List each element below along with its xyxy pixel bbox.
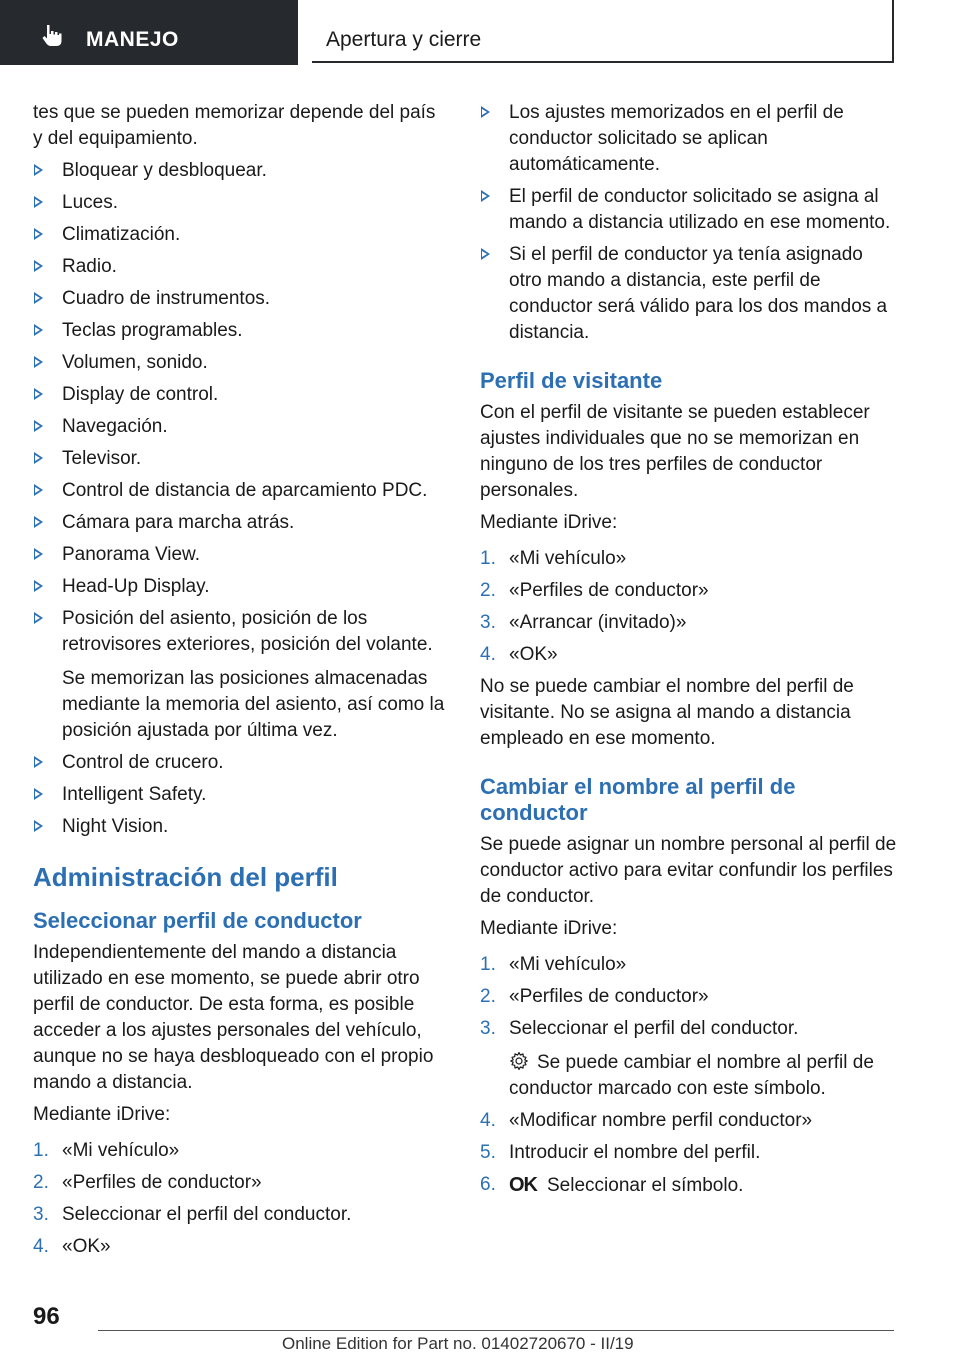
list-item: Panorama View.	[33, 542, 445, 568]
list-item: Intelligent Safety.	[33, 782, 445, 808]
paragraph: Con el perfil de visitante se pueden establecer ajustes individuales que no se memorizan en ninguno de los tres perfiles de conductor personales.	[480, 402, 870, 501]
list-item: Night Vision.	[33, 814, 445, 840]
paragraph: Mediante iDrive:	[480, 512, 618, 533]
section-label: MANEJO	[86, 28, 179, 51]
step-item: 4. «Modificar nombre perfil conductor»	[480, 1110, 813, 1131]
paragraph: Se puede asignar un nombre personal al perfil de conductor activo para evitar confundir los perfiles de conductor.	[480, 834, 897, 907]
list-item: Navegación.	[33, 414, 445, 440]
step-item: 1. «Mi vehículo»	[33, 1140, 180, 1161]
bullet-triangle-icon	[34, 452, 43, 464]
steps-list	[33, 1138, 445, 1260]
list-item: Bloquear y desbloquear.	[33, 158, 445, 184]
bullet-triangle-icon	[34, 356, 43, 368]
left-column	[33, 100, 445, 1266]
bullet-triangle-icon	[481, 190, 490, 202]
bullet-triangle-icon	[34, 324, 43, 336]
bullet-triangle-icon	[34, 164, 43, 176]
paragraph: No se puede cambiar el nombre del perfil de visitante. No se asigna al mando a distancia empleado en ese momento.	[480, 676, 854, 749]
bullet-triangle-icon	[481, 248, 490, 260]
bullet-triangle-icon	[34, 388, 43, 400]
step-note: Se puede cambiar el nombre al perfil de conductor marcado con este símbolo.	[509, 1052, 874, 1099]
list-item: Control de distancia de aparcamiento PDC.	[33, 478, 445, 504]
page-number: 96	[33, 1303, 60, 1330]
bullet-triangle-icon	[34, 196, 43, 208]
paragraph: Mediante iDrive:	[480, 918, 618, 939]
list-item: Teclas programables.	[33, 318, 445, 344]
settings-list	[33, 158, 445, 840]
bullet-triangle-icon	[34, 260, 43, 272]
footer-divider	[98, 1330, 894, 1331]
step-item: 3. Seleccionar el perfil del conductor. Se puede cambiar el nombre al perfil de conductor marcado con este símbolo.	[480, 1016, 898, 1102]
bullet-triangle-icon	[34, 228, 43, 240]
step-item: 2. «Perfiles de conductor»	[480, 986, 709, 1007]
intro-paragraph: tes que se pueden memorizar depende del país y del equipamiento.	[33, 102, 436, 149]
list-item-note: Se memorizan las posiciones almacenadas mediante la memoria del asiento, así como la posición ajustada por última vez.	[62, 668, 445, 741]
chapter-header	[312, 0, 894, 63]
bullet-triangle-icon	[34, 788, 43, 800]
paragraph: Mediante iDrive:	[33, 1104, 171, 1125]
list-item: Cámara para marcha atrás.	[33, 510, 445, 536]
step-item: 3. Seleccionar el perfil del conductor.	[33, 1204, 352, 1225]
bullet-triangle-icon	[34, 548, 43, 560]
step-item: 2. «Perfiles de conductor»	[33, 1172, 262, 1193]
right-column	[480, 100, 898, 1205]
list-item: Control de crucero.	[33, 750, 445, 776]
list-item: Head-Up Display.	[33, 574, 445, 600]
footer-edition-text: Online Edition for Part no. 01402720670 - II/19	[282, 1334, 634, 1353]
list-item: Volumen, sonido.	[33, 350, 445, 376]
steps-list	[480, 952, 898, 1199]
section-heading: Administración del perfil	[33, 862, 338, 892]
bullet-triangle-icon	[481, 106, 490, 118]
subsection-heading: Cambiar el nombre al perfil de conductor	[480, 774, 796, 825]
ok-symbol-icon: OK	[509, 1174, 537, 1196]
step-item: 1. «Mi vehículo»	[480, 548, 627, 569]
section-tab	[0, 0, 298, 65]
bullet-triangle-icon	[34, 612, 43, 624]
step-item: 5. Introducir el nombre del perfil.	[480, 1142, 761, 1163]
bullet-triangle-icon	[34, 292, 43, 304]
list-item: Posición del asiento, posición de los retrovisores exteriores, posición del volante. Se memorizan las posiciones almacenadas mediante la memoria del asiento, así como la posición ajustada por última vez.	[33, 606, 445, 744]
bullet-triangle-icon	[34, 820, 43, 832]
list-item: Display de control.	[33, 382, 445, 408]
list-item: Televisor.	[33, 446, 445, 472]
step-item: 4. «OK»	[33, 1236, 111, 1257]
hand-pointer-icon	[40, 22, 66, 48]
bullet-triangle-icon	[34, 484, 43, 496]
paragraph: Independientemente del mando a distancia utilizado en ese momento, se puede abrir otro perfil de conductor. De esta forma, es posible acceder a los ajustes personales del vehículo, aunque no se haya desbloqueado con el propio mando a distancia.	[33, 942, 434, 1093]
step-item: 2. «Perfiles de conductor»	[480, 580, 709, 601]
profile-behaviour-list	[480, 100, 898, 346]
list-item: El perfil de conductor solicitado se asigna al mando a distancia utilizado en ese momento.	[480, 184, 898, 236]
list-item: Luces.	[33, 190, 445, 216]
bullet-triangle-icon	[34, 756, 43, 768]
step-item: 6. OK Seleccionar el símbolo.	[480, 1174, 744, 1196]
step-item: 3. «Arrancar (invitado)»	[480, 612, 687, 633]
bullet-triangle-icon	[34, 516, 43, 528]
step-item: 4. «OK»	[480, 644, 558, 665]
list-item: Climatización.	[33, 222, 445, 248]
list-item: Los ajustes memorizados en el perfil de conductor solicitado se aplican automáticamente.	[480, 100, 898, 178]
steps-list	[480, 546, 898, 668]
bullet-triangle-icon	[34, 580, 43, 592]
step-item: 1. «Mi vehículo»	[480, 954, 627, 975]
list-item: Radio.	[33, 254, 445, 280]
list-item: Si el perfil de conductor ya tenía asignado otro mando a distancia, este perfil de conductor será válido para los dos mandos a distancia.	[480, 242, 898, 346]
subsection-heading: Seleccionar perfil de conductor	[33, 908, 362, 933]
bullet-triangle-icon	[34, 420, 43, 432]
chapter-title: Apertura y cierre	[326, 28, 482, 51]
gear-icon	[509, 1051, 529, 1071]
list-item: Cuadro de instrumentos.	[33, 286, 445, 312]
subsection-heading: Perfil de visitante	[480, 368, 663, 393]
